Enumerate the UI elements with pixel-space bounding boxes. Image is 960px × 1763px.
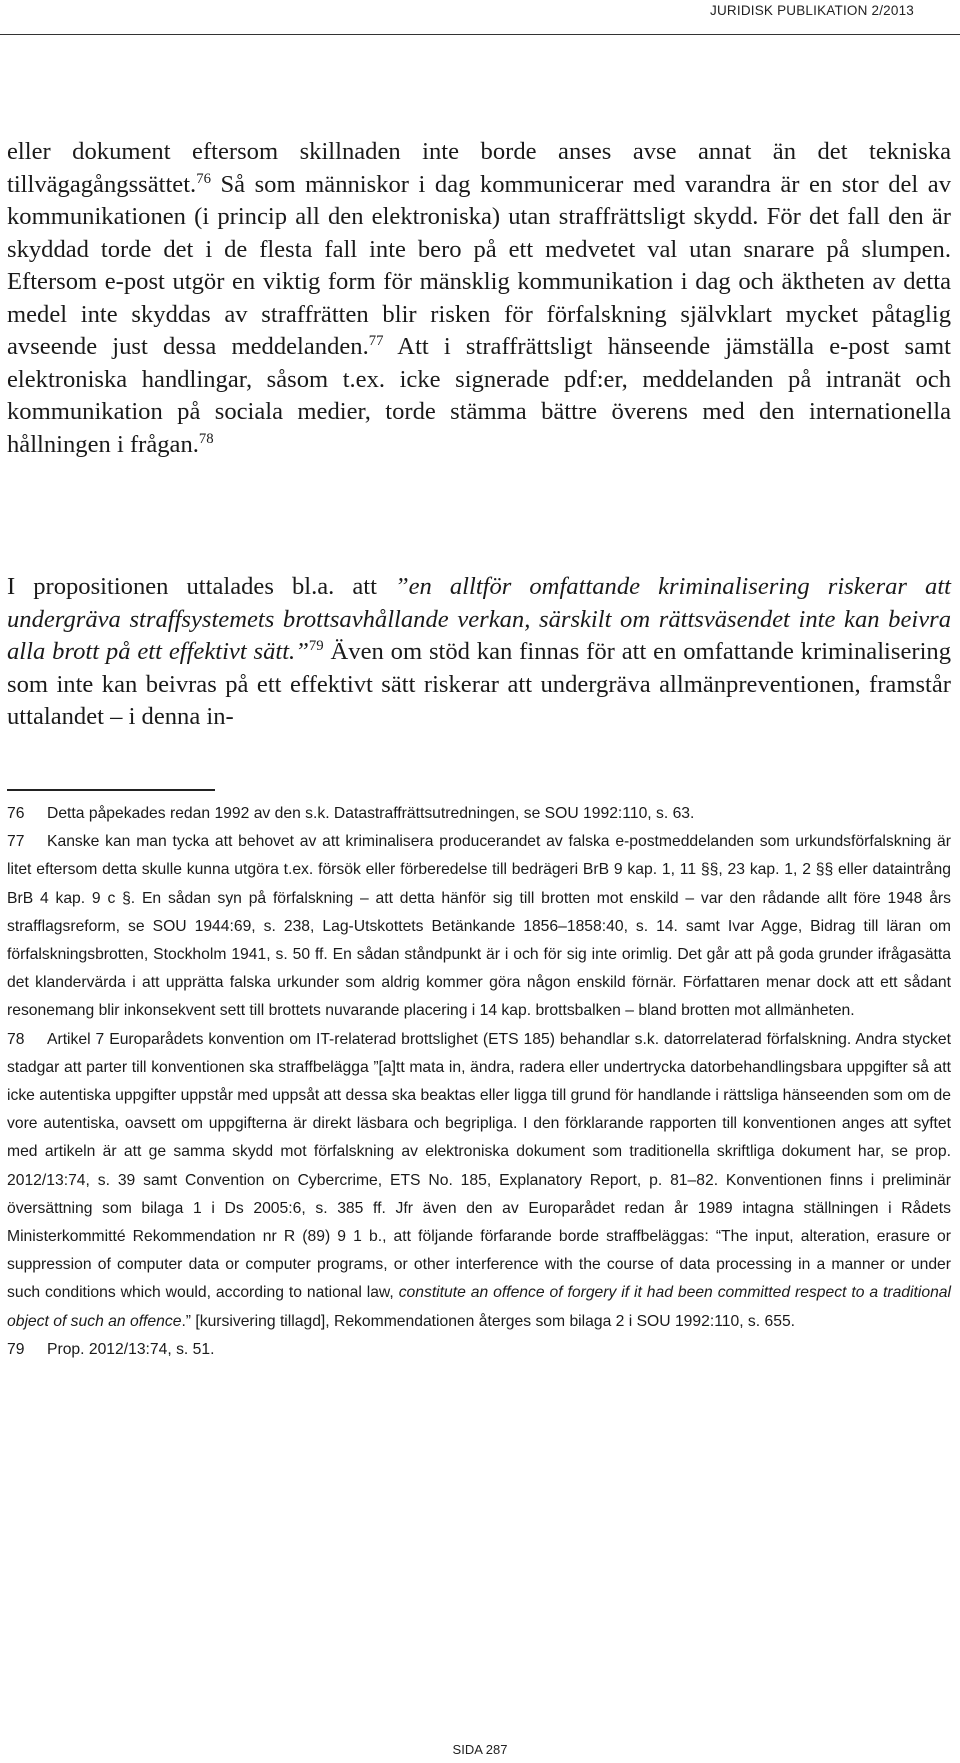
footnote-ref-79[interactable]: 79 bbox=[308, 637, 324, 654]
footnote-ref-77[interactable]: 77 bbox=[368, 332, 384, 349]
footnote-ref-78[interactable]: 78 bbox=[198, 430, 214, 447]
footnote-number: 77 bbox=[7, 833, 25, 851]
footnotes bbox=[7, 800, 951, 1364]
quoted-statement: ”en alltför omfattande kriminalisering riskerar att undergräva straffsystemets brottsavhållande verkan, särskilt om rättsväsendet inte kan beivra alla brott på ett effektivt sätt.” bbox=[7, 573, 951, 665]
journal-title: JURIDISK PUBLIKATION 2/2013 bbox=[710, 3, 914, 18]
footnote-number: 78 bbox=[7, 1030, 25, 1048]
footnote-text: Detta påpekades redan 1992 av den s.k. Datastraffrättsutredningen, se SOU 1992:110, s. 63. bbox=[47, 805, 695, 822]
footnote-79 bbox=[7, 1336, 951, 1364]
footnote-text: Kanske kan man tycka att behovet av att kriminalisera producerandet av falska e-postmeddelanden som urkundsförfalskning är litet eftersom detta skulle kunna utgöra t.ex. försök eller förberedelse till bedrägeri BrB 9 kap. 1, 11 §§, 23 kap. 1, 2 §§ eller dataintrång BrB 4 kap. 9 c §. En sådan syn på förfalskning – att detta hänför sig till brotten mot enskild – var den rådande allt före 1948 års strafflagsreform, se SOU 1944:69, s. 238, Lag-Utskottets Betänkande 1856–1858:40, s. 14. samt Ivar Agge, Bidrag till läran om förfalskningsbrotten, Stockholm 1941, s. 50 ff. En sådan ståndpunkt är i och för sig inte orimlig. Det går att på goda grunder ifrågasätta det klandervärda i att upprätta falska urkunder som aldrig kommer göra någon enskild förnär. Författaren menar dock att ett sådant resonemang blir inkonsekvent sett till brottets nuvarande placering i 14 kap. brottsbalken – bland brotten mot allmänheten. bbox=[7, 833, 951, 1020]
footnote-78 bbox=[7, 1026, 951, 1336]
footnote-italic-text: constitute an offence of forgery if it had been committed respect to a traditional object of such an offence bbox=[7, 1284, 952, 1330]
footnote-text: .” [kursivering tillagd], Rekommendationen återges som bilaga 2 i SOU 1992:110, s. 655. bbox=[181, 1312, 796, 1330]
footnote-number: 76 bbox=[7, 805, 25, 822]
paragraph-text: Även om stöd kan finnas för att en omfattande kriminalisering som inte kan beivras på ett effektivt sätt riskerar att undergräva allmänpreventionen, framstår uttalandet – i denna in- bbox=[7, 638, 951, 730]
footnote-76 bbox=[7, 800, 951, 828]
running-header bbox=[0, 0, 960, 35]
body-paragraph-1 bbox=[7, 136, 951, 461]
paragraph-text: eller dokument eftersom skillnaden inte borde anses avse annat än det tekniska tillvägagångssättet. bbox=[7, 138, 951, 198]
page-number: SIDA 287 bbox=[452, 1742, 508, 1757]
footnote-separator bbox=[7, 789, 215, 791]
body-paragraph-2 bbox=[7, 571, 951, 734]
paragraph-text: I propositionen uttalades bl.a. att bbox=[7, 573, 395, 600]
paragraph-text: Att i straffrättsligt hänseende jämställa e-post samt elektroniska handlingar, såsom t.ex. icke signerade pdf:er, meddelanden på intranät och kommunikation på sociala medier, torde stämma bättre överens med den internationella hållningen i frågan. bbox=[7, 333, 951, 458]
footnote-text: Artikel 7 Europarådets konvention om IT-relaterad brottslighet (ETS 185) behandlar s.k. datorrelaterad förfalskning. Andra stycket stadgar att parter till konventionen ska straffbelägga ”[a]tt mata in, ändra, radera eller undertrycka datorbehandlingsbara uppgifter så att icke autentiska uppgifter uppstår med uppsåt att dessa ska beaktas eller ligga till grund för handlande i rättsliga hänseenden som om de vore autentiska, oavsett om uppgifterna är direkt läsbara och begripliga. I den förklarande rapporten till konventionen anges att syftet med artikeln är att ge samma skydd mot förfalskning av elektroniska dokument som traditionella skriftliga dokument har, se prop. 2012/13:74, s. 39 samt Convention on Cybercrime, ETS No. 185, Explanatory Report, p. 81–82. Konventionen finns i preliminär översättning som bilaga 1 i Ds 2005:6, s. 385 ff. Jfr även den av Europarådet redan år 1989 intagna ställningen i Rådets Ministerkommitté Rekommendation nr R (89) 9 1 b., att följande förfarande borde straffbeläggas: “The input, alteration, erasure or suppression of computer data or computer programs, or other interference with the course of data processing in a manner or under such conditions which would, according to national law, bbox=[7, 1030, 951, 1302]
footnote-ref-76[interactable]: 76 bbox=[196, 170, 211, 187]
footnote-77 bbox=[7, 828, 951, 1025]
footnote-number: 79 bbox=[7, 1340, 25, 1358]
footnote-text: Prop. 2012/13:74, s. 51. bbox=[47, 1340, 215, 1358]
paragraph-text: Så som människor i dag kommunicerar med varandra är en stor del av kommunikationen (i princip all den elektroniska) utan straffrättsligt skydd. För det fall den är skyddad torde det i de flesta fall inte bero på ett medvetet val utan snarare på slumpen. Eftersom e-post utgör en viktig form för mänsklig kommunikation i dag och äktheten av detta medel inte skyddas av straffrätten blir risken för förfalskning självklart mycket påtaglig avseende just dessa meddelanden. bbox=[7, 170, 951, 360]
